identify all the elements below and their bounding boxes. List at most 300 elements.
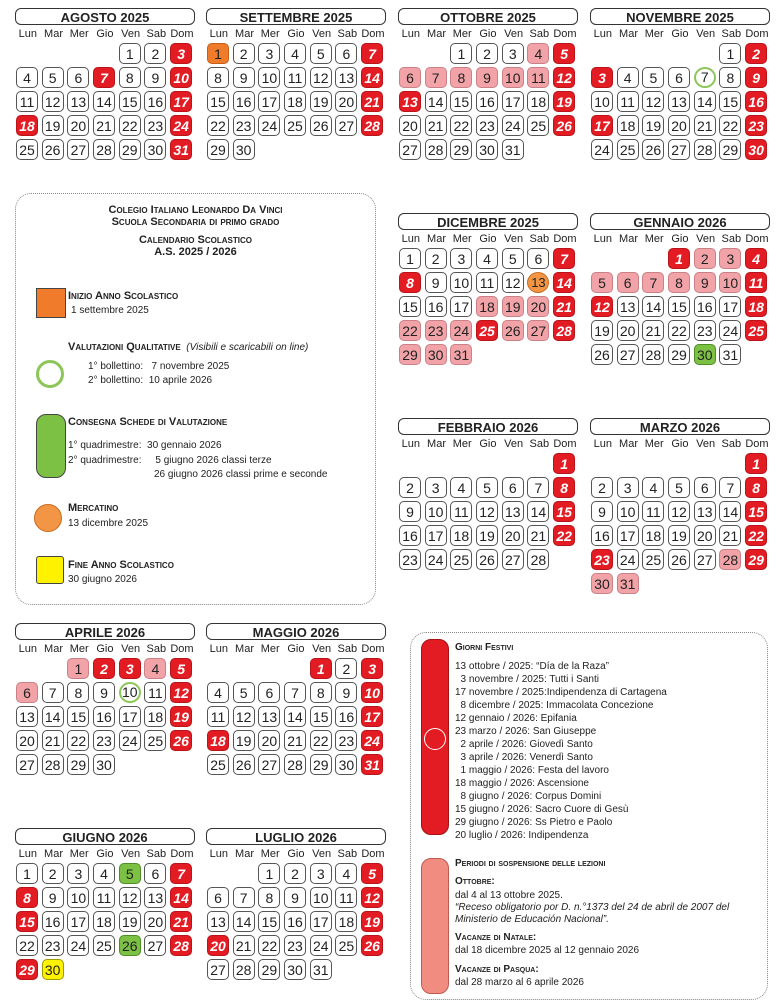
day-cell: 21 [42,730,64,751]
market-date: 13 dicembre 2025 [68,518,149,529]
day-cell: 8 [668,272,690,293]
weekday-header [15,847,195,862]
weekday-label: Ven [696,233,716,245]
day-cell: 15 [745,501,767,522]
day-cell: 17 [119,706,141,727]
report-card-first: 1° quadrimestre: 30 gennaio 2026 [68,440,222,451]
empty-day [641,452,667,476]
day-cell: 11 [450,501,472,522]
weekday-label: Mer [452,28,472,40]
day-cell: 19 [170,706,192,727]
day-cell: 18 [284,91,306,112]
day-cell: 30 [745,139,767,160]
day-cell: 13 [399,91,421,112]
day-cell: 17 [361,706,383,727]
day-cell: 21 [553,296,575,317]
day-cell: 3 [310,863,332,884]
day-cell: 8 [553,477,575,498]
weekday-label: Sab [721,233,742,245]
day-cell: 9 [284,887,306,908]
day-cell: 4 [476,248,498,269]
day-cell: 23 [233,115,255,136]
weekday-label: Mer [69,848,89,860]
weekday-label: Mar [44,28,63,40]
month-febbraio-2026 [398,418,578,572]
day-cell: 2 [399,477,421,498]
weekday-label: Gio [479,28,497,40]
day-cell: 17 [450,296,472,317]
day-cell: 29 [450,139,472,160]
day-cell: 30 [335,754,357,775]
empty-day [693,452,719,476]
day-cell: 12 [642,91,664,112]
empty-day [590,452,616,476]
day-cell: 13 [694,501,716,522]
empty-day [693,42,719,66]
weekday-label: Mar [427,28,446,40]
weekday-label: Mer [69,28,89,40]
calendar-title: Calendario Scolastico [138,234,252,246]
day-cell: 23 [694,320,716,341]
day-cell: 8 [119,67,141,88]
weekday-label: Sab [721,28,742,40]
day-cell: 21 [170,911,192,932]
day-cell: 2 [42,863,64,884]
day-cell: 21 [527,525,549,546]
weekday-label: Gio [287,848,305,860]
day-cell: 16 [335,706,357,727]
day-cell: 5 [502,248,524,269]
weekday-label: Dom [361,28,385,40]
day-cell: 27 [617,344,639,365]
empty-day [232,862,258,886]
day-cell: 5 [119,863,141,884]
day-cell: 2 [425,248,447,269]
day-cell: 13 [144,887,166,908]
weekday-label: Dom [553,28,577,40]
day-cell: 15 [668,296,690,317]
day-cell: 11 [93,887,115,908]
day-cell: 1 [16,863,38,884]
day-cell: 25 [144,730,166,751]
day-cell: 20 [258,730,280,751]
weekday-label: Sab [529,233,550,245]
day-cell: 15 [719,91,741,112]
day-cell: 22 [119,115,141,136]
weekday-label: Sab [146,643,167,655]
empty-day [616,452,642,476]
day-cell: 24 [258,115,280,136]
weekday-label: Ven [121,643,141,655]
empty-day [718,452,744,476]
day-cell: 16 [233,91,255,112]
day-cell: 8 [450,67,472,88]
day-cell: 3 [502,43,524,64]
day-cell: 16 [591,525,613,546]
day-cell: 3 [258,43,280,64]
day-cell: 30 [591,573,613,594]
day-grid [398,42,578,162]
day-cell: 28 [93,139,115,160]
day-cell: 18 [476,296,498,317]
day-cell: 10 [310,887,332,908]
weekday-label: Mar [235,848,254,860]
day-cell: 31 [502,139,524,160]
day-cell: 2 [284,863,306,884]
month-giugno-2026 [15,828,195,982]
october-note-2: Ministerio de Educación Nacional”. [455,914,609,925]
day-cell: 19 [668,525,690,546]
day-cell: 25 [93,935,115,956]
day-cell: 5 [361,863,383,884]
day-cell: 12 [553,67,575,88]
empty-day [206,657,232,681]
day-cell: 10 [119,682,141,703]
weekday-label: Gio [479,438,497,450]
month-title: MARZO 2026 [590,418,770,435]
day-cell: 4 [93,863,115,884]
day-cell: 25 [745,320,767,341]
day-cell: 4 [617,67,639,88]
day-cell: 23 [745,115,767,136]
day-cell: 14 [233,911,255,932]
day-cell: 20 [617,320,639,341]
weekday-label: Ven [312,643,332,655]
empty-day [283,657,309,681]
month-maggio-2026 [206,623,386,777]
christmas-label: Vacanze di Natale: [455,932,537,943]
weekday-label: Mer [452,233,472,245]
day-cell: 17 [617,525,639,546]
day-cell: 7 [284,682,306,703]
day-cell: 6 [144,863,166,884]
day-grid [590,452,770,596]
empty-day [424,42,450,66]
day-cell: 7 [425,67,447,88]
day-cell: 12 [119,887,141,908]
weekday-label: Dom [745,28,769,40]
day-cell: 29 [719,139,741,160]
day-cell: 8 [399,272,421,293]
day-cell: 16 [93,706,115,727]
holiday-item: 2 aprile / 2026: Giovedì Santo [455,739,593,750]
weekday-label: Dom [170,643,194,655]
day-cell: 13 [207,911,229,932]
day-cell: 1 [119,43,141,64]
empty-day [667,42,693,66]
start-label: Inizio Anno Scolastico [68,290,179,302]
empty-day [398,452,424,476]
day-cell: 28 [694,139,716,160]
day-cell: 15 [258,911,280,932]
school-year: A.S. 2025 / 2026 [154,246,237,258]
month-title: OTTOBRE 2025 [398,8,578,25]
day-cell: 26 [361,935,383,956]
weekday-label: Sab [146,848,167,860]
weekday-label: Ven [696,438,716,450]
day-cell: 15 [399,296,421,317]
day-cell: 5 [553,43,575,64]
weekday-label: Lun [593,233,613,245]
weekday-label: Sab [529,28,550,40]
day-cell: 7 [527,477,549,498]
day-cell: 9 [144,67,166,88]
day-cell: 24 [719,320,741,341]
day-cell: 18 [144,706,166,727]
day-cell: 2 [476,43,498,64]
day-cell: 8 [207,67,229,88]
day-cell: 27 [144,935,166,956]
day-cell: 31 [310,959,332,980]
day-cell: 22 [553,525,575,546]
day-cell: 7 [361,43,383,64]
day-cell: 19 [119,911,141,932]
day-cell: 11 [335,887,357,908]
day-cell: 27 [399,139,421,160]
day-cell: 12 [361,887,383,908]
day-cell: 28 [527,549,549,570]
day-cell: 14 [361,67,383,88]
empty-day [616,247,642,271]
day-cell: 13 [668,91,690,112]
day-cell: 8 [719,67,741,88]
weekday-label: Dom [745,438,769,450]
day-cell: 23 [591,549,613,570]
day-cell: 28 [642,344,664,365]
day-cell: 20 [502,525,524,546]
day-cell: 3 [170,43,192,64]
day-cell: 26 [553,115,575,136]
weekday-label: Lun [18,848,38,860]
day-cell: 21 [719,525,741,546]
day-cell: 30 [694,344,716,365]
day-grid [206,657,386,777]
weekday-label: Mer [69,643,89,655]
empty-day [41,657,67,681]
day-cell: 19 [591,320,613,341]
day-cell: 5 [668,477,690,498]
day-cell: 21 [642,320,664,341]
day-cell: 18 [207,730,229,751]
day-cell: 2 [745,43,767,64]
day-cell: 6 [694,477,716,498]
holiday-item: 20 luglio / 2026: Indipendenza [455,830,589,841]
day-cell: 27 [527,320,549,341]
day-cell: 11 [207,706,229,727]
weekday-label: Ven [504,438,524,450]
day-cell: 4 [207,682,229,703]
day-cell: 18 [642,525,664,546]
day-cell: 29 [16,959,38,980]
day-cell: 27 [694,549,716,570]
day-cell: 14 [284,706,306,727]
holiday-item: 1 maggio / 2026: Festa del lavoro [455,765,609,776]
weekday-label: Mer [260,643,280,655]
market-label: Mercatino [68,502,119,514]
day-cell: 14 [425,91,447,112]
holiday-item: 15 giugno / 2026: Sacro Cuore di Gesù [455,804,629,815]
day-cell: 11 [144,682,166,703]
weekday-label: Mar [619,233,638,245]
day-cell: 22 [719,115,741,136]
empty-day [590,247,616,271]
day-cell: 20 [668,115,690,136]
holiday-item: 3 aprile / 2026: Venerdì Santo [455,752,593,763]
day-cell: 16 [284,911,306,932]
day-cell: 17 [258,91,280,112]
weekday-label: Gio [287,643,305,655]
weekday-label: Ven [504,28,524,40]
day-cell: 20 [144,911,166,932]
holidays-title: Giorni Festivi [455,642,514,653]
empty-day [424,452,450,476]
holiday-ring-icon [424,728,446,750]
weekday-label: Lun [401,438,421,450]
legend-box [15,193,376,605]
day-cell: 11 [617,91,639,112]
weekday-header [15,27,195,42]
day-cell: 25 [642,549,664,570]
day-cell: 14 [694,91,716,112]
easter-dates: dal 28 marzo al 6 aprile 2026 [455,977,584,988]
day-cell: 25 [476,320,498,341]
day-cell: 20 [694,525,716,546]
day-cell: 27 [207,959,229,980]
suspension-bar-icon [421,858,449,994]
day-cell: 7 [42,682,64,703]
day-cell: 6 [67,67,89,88]
day-cell: 8 [67,682,89,703]
day-cell: 30 [42,959,64,980]
day-cell: 3 [361,658,383,679]
day-cell: 9 [399,501,421,522]
day-cell: 22 [450,115,472,136]
day-cell: 18 [450,525,472,546]
day-cell: 12 [170,682,192,703]
day-cell: 7 [93,67,115,88]
month-title: APRILE 2026 [15,623,195,640]
day-cell: 29 [668,344,690,365]
day-cell: 24 [310,935,332,956]
evaluation-first: 1° bollettino: 7 novembre 2025 [88,361,230,372]
weekday-label: Dom [361,848,385,860]
day-cell: 4 [642,477,664,498]
day-cell: 10 [258,67,280,88]
weekday-label: Lun [593,28,613,40]
day-cell: 19 [476,525,498,546]
day-cell: 17 [502,91,524,112]
day-cell: 16 [144,91,166,112]
holiday-item: 23 marzo / 2026: San Giuseppe [455,726,597,737]
weekday-label: Ven [504,233,524,245]
day-cell: 18 [16,115,38,136]
day-cell: 1 [399,248,421,269]
day-cell: 30 [144,139,166,160]
day-grid [398,452,578,572]
weekday-label: Ven [312,28,332,40]
day-cell: 1 [668,248,690,269]
day-cell: 6 [527,248,549,269]
weekday-header [206,847,386,862]
day-cell: 1 [745,453,767,474]
month-novembre-2025 [590,8,770,162]
day-cell: 29 [67,754,89,775]
day-cell: 15 [450,91,472,112]
day-cell: 30 [93,754,115,775]
day-cell: 5 [170,658,192,679]
day-cell: 10 [502,67,524,88]
empty-day [66,42,92,66]
day-cell: 3 [450,248,472,269]
day-cell: 23 [284,935,306,956]
day-cell: 11 [476,272,498,293]
day-cell: 8 [310,682,332,703]
day-cell: 3 [719,248,741,269]
month-title: NOVEMBRE 2025 [590,8,770,25]
day-cell: 2 [233,43,255,64]
weekday-label: Dom [170,28,194,40]
day-cell: 16 [425,296,447,317]
day-cell: 24 [450,320,472,341]
day-cell: 9 [476,67,498,88]
day-cell: 15 [119,91,141,112]
report-card-label: Consegna Schede di Valutazione [68,416,228,428]
empty-day [641,247,667,271]
day-cell: 16 [694,296,716,317]
weekday-header [590,27,770,42]
day-cell: 7 [694,67,716,88]
day-cell: 2 [144,43,166,64]
day-cell: 14 [553,272,575,293]
weekday-label: Gio [671,438,689,450]
day-cell: 15 [67,706,89,727]
day-cell: 22 [668,320,690,341]
weekday-header [206,27,386,42]
day-grid [590,42,770,162]
empty-day [15,657,41,681]
day-cell: 7 [642,272,664,293]
day-cell: 10 [170,67,192,88]
weekday-label: Sab [146,28,167,40]
day-cell: 28 [284,754,306,775]
day-cell: 6 [16,682,38,703]
day-cell: 22 [310,730,332,751]
day-cell: 24 [361,730,383,751]
day-cell: 1 [553,453,575,474]
evaluation-second: 2° bollettino: 10 aprile 2026 [88,375,213,386]
day-cell: 11 [16,91,38,112]
market-marker-icon [34,504,62,532]
day-cell: 8 [745,477,767,498]
weekday-label: Mar [619,438,638,450]
empty-day [590,42,616,66]
weekday-header [590,232,770,247]
day-cell: 24 [502,115,524,136]
weekday-label: Mar [235,643,254,655]
school-level: Scuola Secondaria di primo grado [111,216,280,228]
day-cell: 22 [399,320,421,341]
day-cell: 2 [93,658,115,679]
weekday-label: Mar [235,28,254,40]
day-cell: 12 [668,501,690,522]
weekday-label: Lun [209,28,229,40]
christmas-dates: dal 18 dicembre 2025 al 12 gennaio 2026 [455,945,640,956]
weekday-label: Dom [553,438,577,450]
weekday-label: Ven [121,848,141,860]
holiday-item: 3 novembre / 2025: Tutti i Santi [455,674,599,685]
day-cell: 31 [719,344,741,365]
day-cell: 11 [642,501,664,522]
